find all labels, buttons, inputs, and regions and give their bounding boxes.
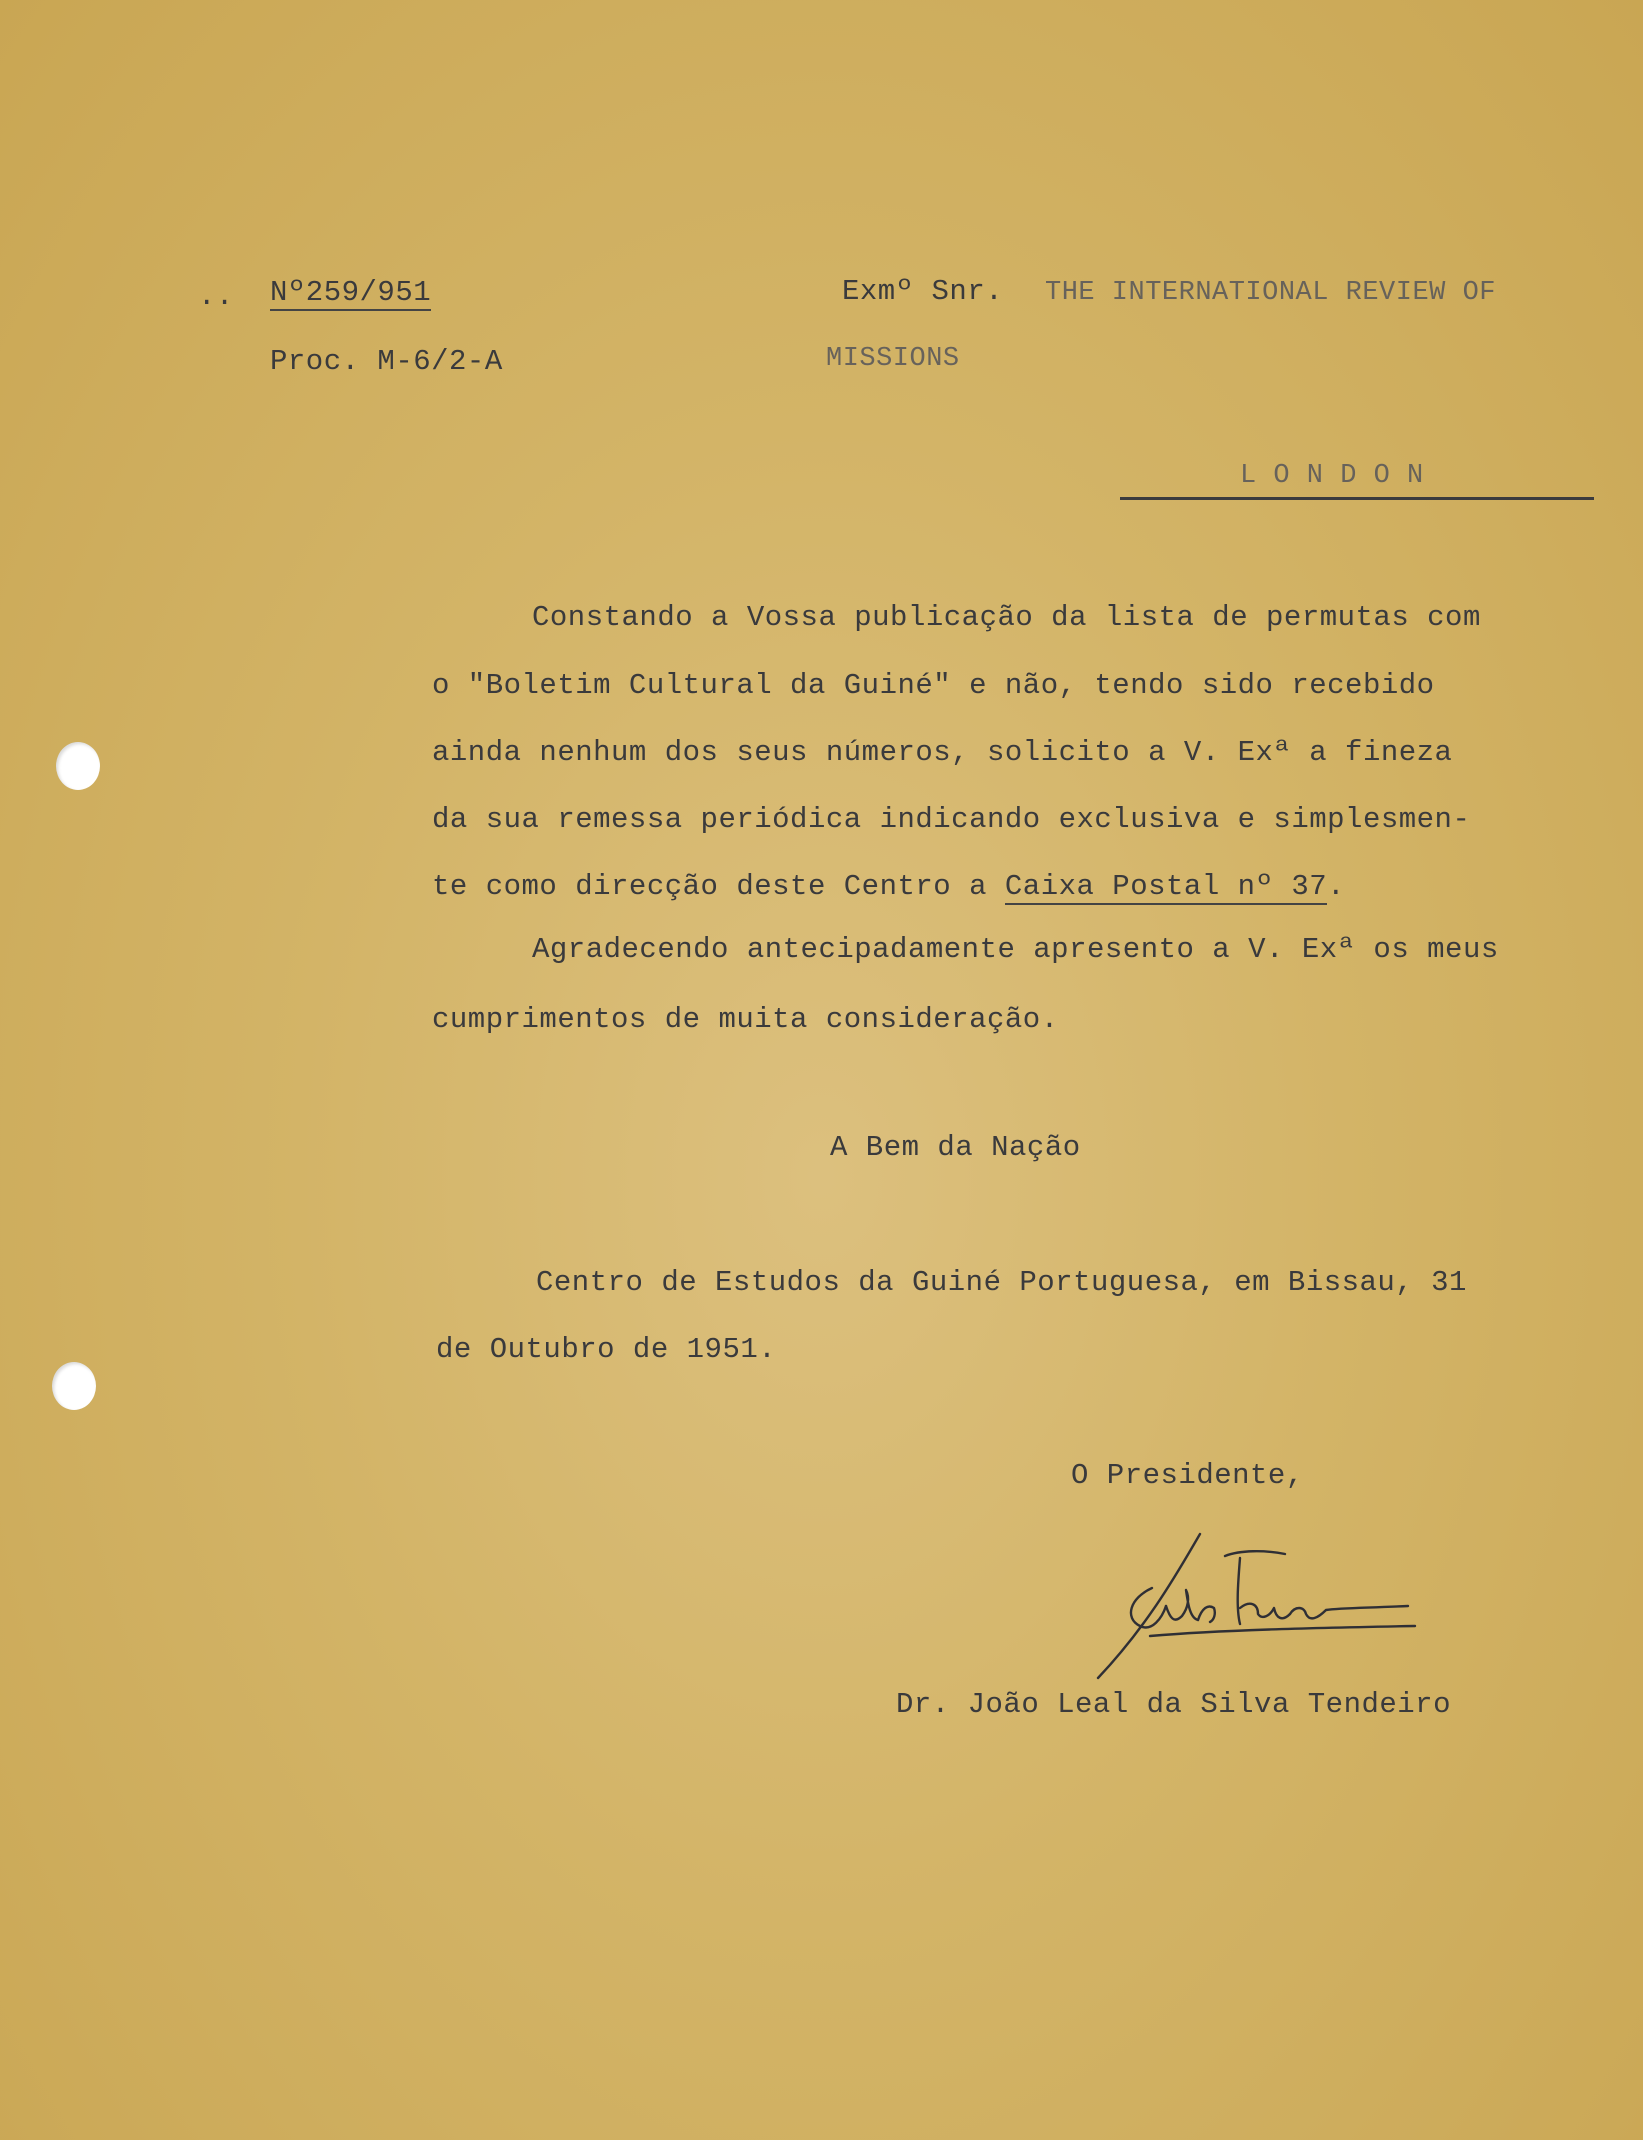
city-underline — [1120, 497, 1594, 500]
handwritten-signature — [1090, 1528, 1420, 1683]
body-paragraph1-line5-prefix: te como direcção deste Centro a — [432, 870, 1005, 903]
addressee-salutation: Exmº Snr. — [842, 275, 1004, 308]
addressee-city: L O N D O N — [1240, 461, 1424, 491]
closing-motto: A Bem da Nação — [830, 1131, 1081, 1164]
header-dots: .. — [198, 280, 234, 313]
postal-box-underlined: Caixa Postal nº 37 — [1004, 870, 1328, 903]
place-date-line1: Centro de Estudos da Guiné Portuguesa, em Bissau, 31 — [536, 1266, 1467, 1299]
body-paragraph1-line3: ainda nenhum dos seus números, solicito a V. Exª a fineza — [432, 736, 1453, 769]
body-paragraph1-line5-suffix: . — [1327, 870, 1346, 903]
body-paragraph1-line2: o "Boletim Cultural da Guiné" e não, tendo sido recebido — [432, 669, 1435, 702]
place-date-line2: de Outubro de 1951. — [436, 1333, 777, 1366]
addressee-name-line2: MISSIONS — [826, 344, 960, 374]
punch-hole-top — [56, 742, 100, 790]
body-paragraph1-line1: Constando a Vossa publicação da lista de permutas com — [532, 601, 1481, 634]
reference-number: Nº259/951 — [270, 276, 432, 309]
body-paragraph2-line1: Agradecendo antecipadamente apresento a V. Exª os meus — [532, 933, 1499, 966]
body-paragraph2-line2: cumprimentos de muita consideração. — [432, 1003, 1059, 1036]
closing-title: O Presidente, — [1071, 1459, 1304, 1492]
body-paragraph1-line4: da sua remessa periódica indicando exclusiva e simplesmen- — [432, 803, 1471, 836]
body-paragraph1-line5 — [432, 872, 1345, 901]
process-number: Proc. M-6/2-A — [270, 345, 503, 378]
punch-hole-bottom — [52, 1362, 96, 1410]
signatory-name: Dr. João Leal da Silva Tendeiro — [896, 1688, 1451, 1721]
addressee-name-line1: THE INTERNATIONAL REVIEW OF — [1045, 278, 1496, 308]
